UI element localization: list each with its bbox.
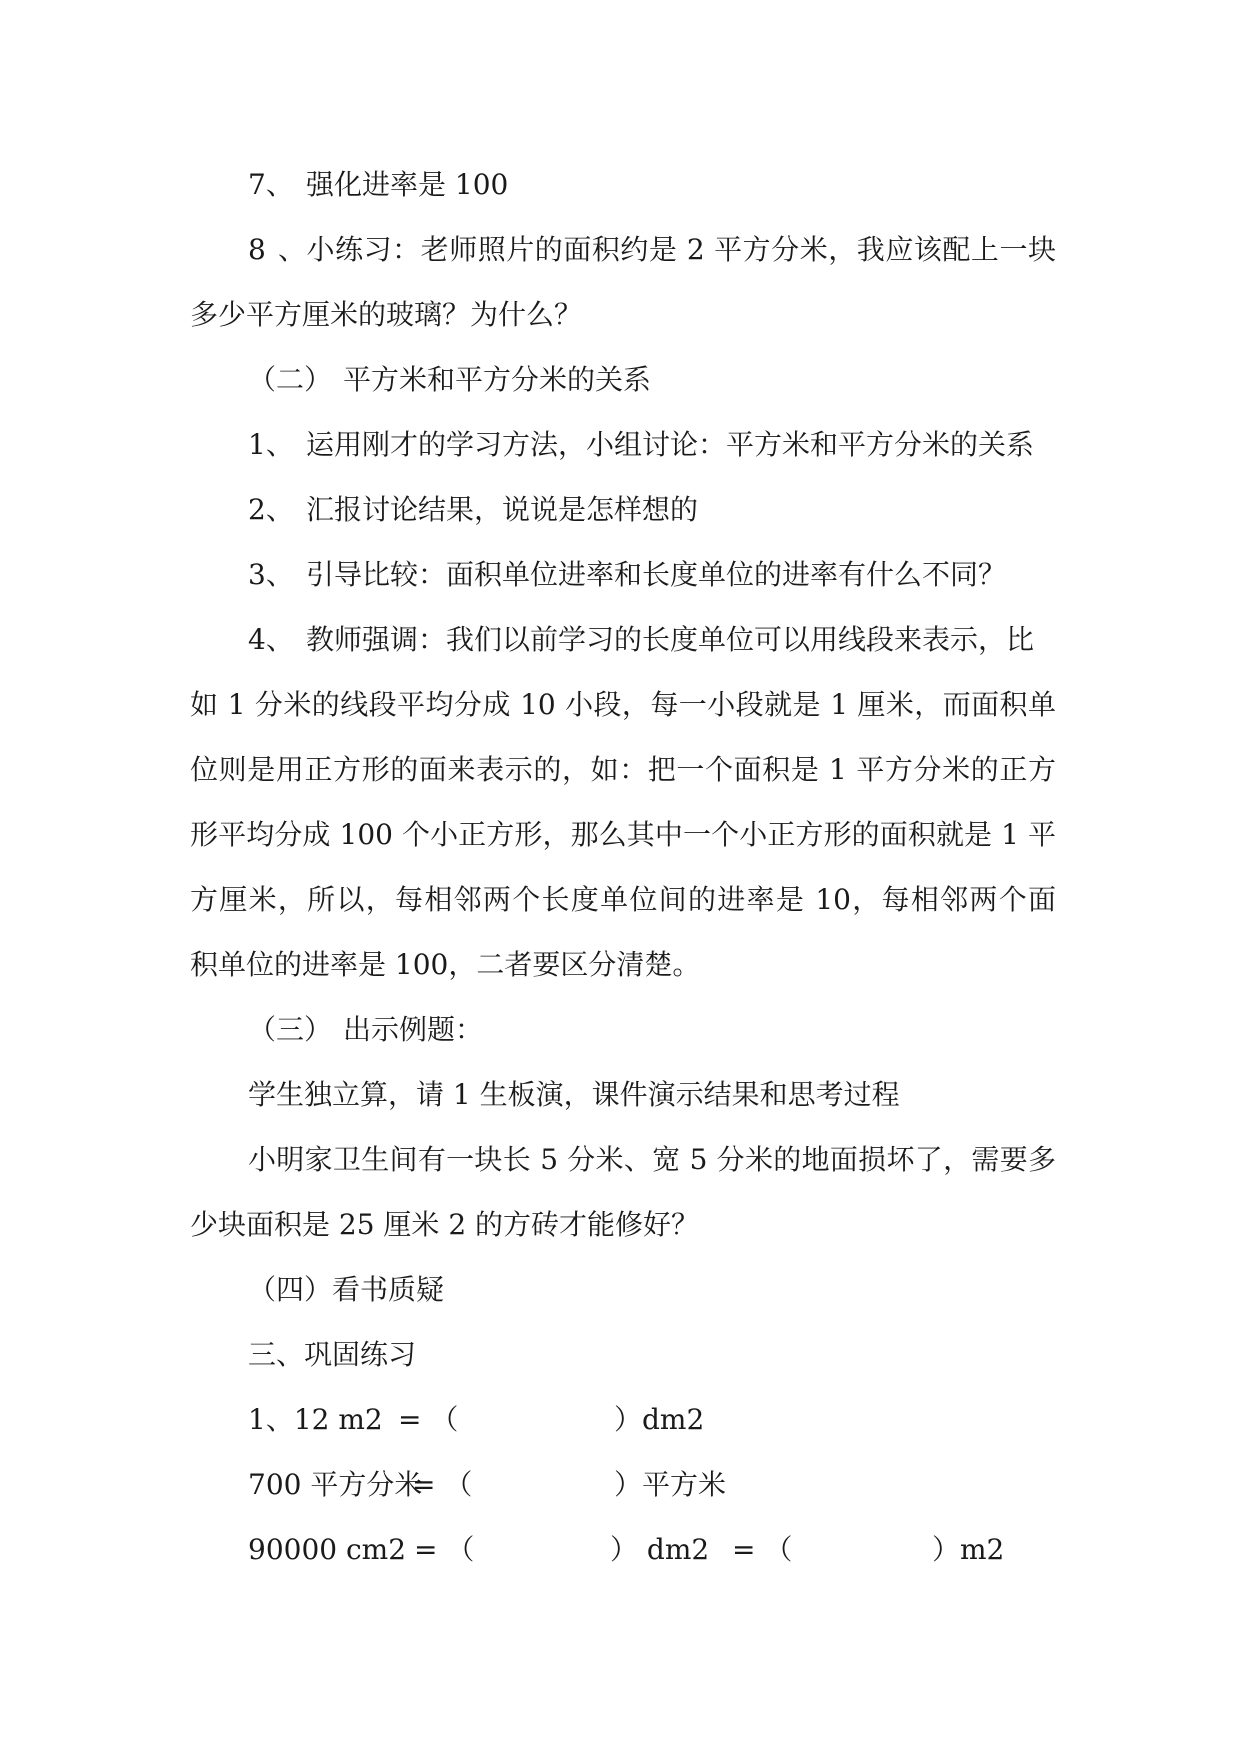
item-number: 3、 xyxy=(248,558,294,591)
example-problem xyxy=(190,1127,1056,1192)
exercise-1 xyxy=(190,1387,1056,1452)
example-intro xyxy=(190,1062,1056,1127)
example-problem-continued xyxy=(190,1192,1056,1257)
section-4-heading xyxy=(190,1257,1056,1322)
section-2-item-1 xyxy=(190,412,1056,477)
exercise-equals: = （ xyxy=(398,1403,459,1436)
section-2-item-3 xyxy=(190,542,1056,607)
paragraph-line xyxy=(190,867,1056,932)
exercise-left: 700 平方分米 xyxy=(248,1468,423,1501)
item-number: 7、 xyxy=(248,168,294,201)
section-2-item-2 xyxy=(190,477,1056,542)
exercise-equals: = （ xyxy=(412,1468,473,1501)
item-number: 4、 xyxy=(248,623,294,656)
item-text: 少块面积是 25 厘米 2 的方砖才能修好？ xyxy=(190,1208,700,1241)
part-3-heading xyxy=(190,1322,1056,1387)
paragraph-line xyxy=(190,932,1056,997)
section-title: 平方米和平方分米的关系 xyxy=(343,363,652,396)
item-number: 8、 xyxy=(248,233,306,266)
section-2-heading xyxy=(190,347,1056,412)
item-7 xyxy=(190,152,1056,217)
item-text: 小练习：老师照片的面积约是 2 平方分米，我应该配上一块 xyxy=(306,233,1056,266)
item-text: 教师强调：我们以前学习的长度单位可以用线段来表示，比 xyxy=(306,623,1035,656)
item-text: 积单位的进率是 100，二者要区分清楚。 xyxy=(190,948,701,981)
section-number: （二） xyxy=(248,363,333,396)
exercise-right: ）m2 xyxy=(932,1533,1005,1566)
section-title: 出示例题： xyxy=(343,1013,484,1046)
item-number: 1、 xyxy=(248,428,294,461)
exercise-2 xyxy=(190,1452,1056,1517)
item-text: 运用刚才的学习方法，小组讨论：平方米和平方分米的关系 xyxy=(306,428,1035,461)
item-text: 汇报讨论结果，说说是怎样想的 xyxy=(306,493,699,526)
exercise-left: 1、12 m2 xyxy=(248,1403,383,1436)
item-text: 位则是用正方形的面来表示的，如：把一个面积是 1 平方分米的正方 xyxy=(190,753,1056,786)
exercise-left: 90000 cm2 xyxy=(248,1533,407,1566)
item-text: 学生独立算，请 1 生板演，课件演示结果和思考过程 xyxy=(248,1078,900,1111)
item-text: 小明家卫生间有一块长 5 分米、宽 5 分米的地面损坏了，需要多 xyxy=(248,1143,1056,1176)
exercise-equals: = （ xyxy=(414,1533,475,1566)
item-text: 方厘米，所以，每相邻两个长度单位间的进率是 10，每相邻两个面 xyxy=(190,883,1056,916)
section-3-heading xyxy=(190,997,1056,1062)
exercise-3 xyxy=(190,1517,1056,1582)
section-2-item-4 xyxy=(190,607,1056,672)
exercise-right: ）dm2 xyxy=(614,1403,705,1436)
paragraph-line xyxy=(190,672,1056,737)
item-text: 多少平方厘米的玻璃？为什么？ xyxy=(190,298,583,331)
exercise-right: ）平方米 xyxy=(614,1468,727,1501)
exercise-middle: ） dm2 xyxy=(610,1533,710,1566)
paragraph-line xyxy=(190,737,1056,802)
section-number: （三） xyxy=(248,1013,333,1046)
section-title: 三、巩固练习 xyxy=(248,1338,417,1371)
item-text: 形平均分成 100 个小正方形，那么其中一个小正方形的面积就是 1 平 xyxy=(190,818,1056,851)
item-text: 强化进率是 100 xyxy=(306,168,509,201)
item-8 xyxy=(190,217,1056,282)
item-8-continued xyxy=(190,282,1056,347)
item-text: 如 1 分米的线段平均分成 10 小段，每一小段就是 1 厘米，而面积单 xyxy=(190,688,1056,721)
item-text: 引导比较：面积单位进率和长度单位的进率有什么不同？ xyxy=(306,558,1007,591)
document-page xyxy=(190,152,1056,1582)
item-number: 2、 xyxy=(248,493,294,526)
exercise-equals-2: = （ xyxy=(732,1533,793,1566)
paragraph-line xyxy=(190,802,1056,867)
section-title: （四）看书质疑 xyxy=(248,1273,445,1306)
